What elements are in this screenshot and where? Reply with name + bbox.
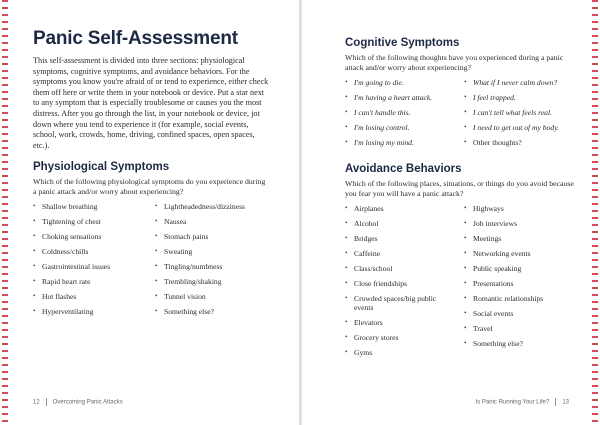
right-page: [345, 0, 575, 425]
list-item: • Tunnel vision: [155, 292, 269, 302]
book-gutter: [299, 0, 302, 425]
physiological-list: [33, 202, 269, 322]
list-item: • Sweating: [155, 247, 269, 257]
cognitive-list: [345, 78, 575, 153]
cognitive-column-1: [345, 78, 456, 153]
cognitive-prompt: Which of the following thoughts have you experienced during a panic attack and/or worry about experiencing?: [345, 53, 564, 72]
list-item: • Networking events: [464, 249, 575, 259]
list-item: • Trembling/shaking: [155, 277, 269, 287]
list-item: • Something else?: [155, 307, 269, 317]
list-item: • Public speaking: [464, 264, 575, 274]
list-item: • Tingling/numbness: [155, 262, 269, 272]
list-item: • I'm going to die.: [345, 78, 456, 88]
avoidance-column-2: [464, 204, 575, 363]
page-number: 13: [562, 399, 569, 406]
list-item: • Stomach pains: [155, 232, 269, 242]
list-item: • Something else?: [464, 339, 575, 349]
avoidance-list: [345, 204, 575, 363]
list-item: • Crowded spaces/big public events: [345, 294, 456, 313]
list-item: • Lightheadedness/dizziness: [155, 202, 269, 212]
physiological-prompt: Which of the following physiological symptoms do you experience during a panic attack and/or worry about experiencing?: [33, 177, 266, 197]
avoidance-column-1: [345, 204, 456, 363]
list-item: • I need to get out of my body.: [464, 123, 575, 133]
list-item: • Job interviews: [464, 219, 575, 229]
list-item: • I'm having a heart attack.: [345, 93, 456, 103]
intro-paragraph: This self-assessment is divided into three sections: physiological symptoms, cognitive symptoms, and avoidance behaviors. For the symptoms you know you're afraid of or tend to experience, either check them off here or write them in your notebook or device. Put a star next to any symptom that is especially troublesome or causes you the most distress. After you go through the list, in your notebook or device, jot down where you tend to experience it (for example, social events, school, work, crowds, home, driving, confined spaces, open spaces, etc.).: [33, 56, 269, 150]
list-item: • Meetings: [464, 234, 575, 244]
list-item: • Nausea: [155, 217, 269, 227]
cognitive-column-2: [464, 78, 575, 153]
footer-divider: [555, 398, 556, 406]
list-item: • Airplanes: [345, 204, 456, 214]
list-item: • Grocery stores: [345, 333, 456, 343]
list-item: • I'm losing my mind.: [345, 138, 456, 148]
list-item: • What if I never calm down?: [464, 78, 575, 88]
left-page: [33, 0, 269, 425]
running-head: Is Panic Running Your Life?: [475, 399, 550, 406]
running-head: Overcoming Panic Attacks: [52, 399, 123, 406]
avoidance-prompt: Which of the following places, situations, or things do you avoid because you fear you will have a panic attack?: [345, 178, 574, 198]
list-item: • Travel: [464, 324, 575, 334]
list-item: • Gastrointestinal issues: [33, 262, 147, 272]
physiological-heading: Physiological Symptoms: [33, 161, 170, 174]
list-item: • Caffeine: [345, 249, 456, 259]
list-item: • Close friendships: [345, 279, 456, 289]
list-item: • Class/school: [345, 264, 456, 274]
list-item: • Romantic relationships: [464, 294, 575, 304]
list-item: • Tightening of chest: [33, 217, 147, 227]
physiological-column-2: [155, 202, 269, 322]
list-item: • Gyms: [345, 348, 456, 358]
list-item: • Bridges: [345, 234, 456, 244]
right-page-footer: [476, 398, 569, 406]
footer-divider: [46, 398, 47, 406]
list-item: • Rapid heart rate: [33, 277, 147, 287]
right-page-edge: [592, 0, 598, 425]
list-item: • Choking sensations: [33, 232, 147, 242]
list-item: • Social events: [464, 309, 575, 319]
list-item: • I feel trapped.: [464, 93, 575, 103]
list-item: • Hyperventilating: [33, 307, 147, 317]
list-item: • Alcohol: [345, 219, 456, 229]
list-item: • Shallow breathing: [33, 202, 147, 212]
list-item: • Highways: [464, 204, 575, 214]
list-item: • I'm losing control.: [345, 123, 456, 133]
left-page-footer: [33, 398, 123, 406]
page-title: Panic Self-Assessment: [33, 28, 238, 49]
page-number: 12: [33, 399, 40, 406]
list-item: • Elevators: [345, 318, 456, 328]
list-item: • Other thoughts?: [464, 138, 575, 148]
left-page-edge: [2, 0, 8, 425]
list-item: • I can't tell what feels real.: [464, 108, 575, 118]
avoidance-heading: Avoidance Behaviors: [345, 162, 462, 175]
list-item: • I can't handle this.: [345, 108, 456, 118]
physiological-column-1: [33, 202, 147, 322]
cognitive-heading: Cognitive Symptoms: [345, 37, 460, 49]
list-item: • Presentations: [464, 279, 575, 289]
list-item: • Hot flashes: [33, 292, 147, 302]
list-item: • Coldness/chills: [33, 247, 147, 257]
